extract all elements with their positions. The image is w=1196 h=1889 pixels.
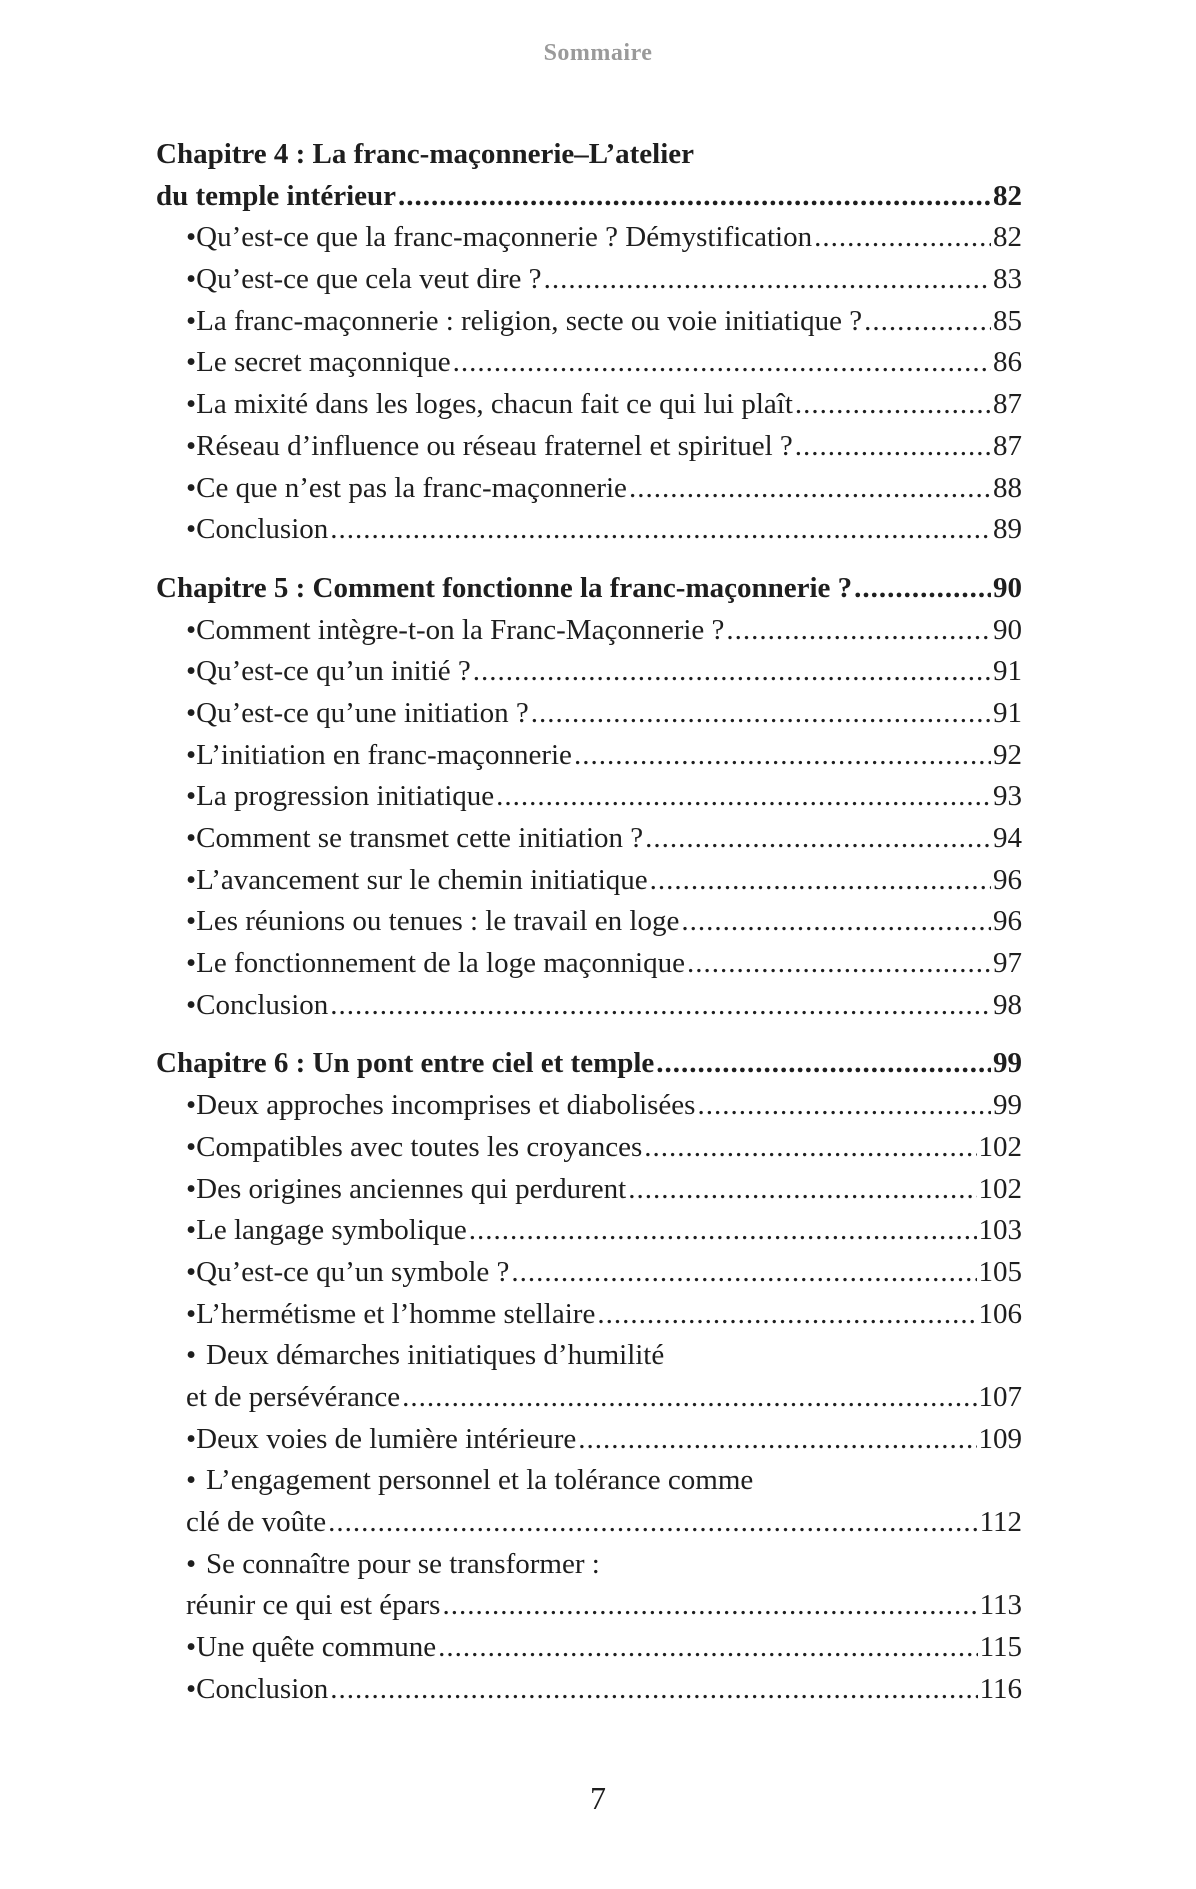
toc-item [156, 1294, 1022, 1336]
toc-page-number: 115 [979, 1631, 1022, 1664]
dot-leader [628, 1169, 976, 1211]
toc-item [156, 384, 1022, 426]
toc-entry-title: Se connaître pour se transformer : [206, 1547, 600, 1580]
dot-leader [814, 217, 991, 259]
toc-page-number: 116 [979, 1672, 1022, 1705]
toc-page-number: 94 [993, 822, 1022, 854]
toc-page-number: 82 [993, 221, 1022, 254]
bullet-icon: • [186, 304, 197, 337]
chapter-section [156, 568, 1022, 1027]
chapter-heading [156, 134, 1022, 176]
toc-entry-title: Deux démarches initiatiques d’humilité [206, 1339, 665, 1372]
toc-entry-title: Compatibles avec toutes les croyances [196, 1130, 643, 1163]
dot-leader [438, 1627, 977, 1669]
bullet-icon: • [186, 863, 197, 896]
toc-entry-title: Chapitre 5 : Comment fonctionne la franc-maçonnerie ? [156, 571, 853, 604]
toc-entry-title: La progression initiatique [196, 780, 495, 813]
dot-leader [864, 301, 991, 343]
toc-item [156, 776, 1022, 818]
toc-item [156, 693, 1022, 735]
toc-page-number: 85 [993, 304, 1022, 337]
dot-leader [795, 384, 991, 426]
dot-leader [544, 259, 991, 301]
toc-page-number: 90 [993, 571, 1022, 604]
bullet-icon: • [186, 388, 197, 421]
bullet-icon: • [186, 221, 197, 254]
toc-item [156, 217, 1022, 259]
dot-leader [645, 818, 991, 860]
dot-leader [644, 1127, 976, 1169]
toc-page-number: 102 [978, 1172, 1022, 1205]
toc-entry-title: Qu’est-ce qu’un symbole ? [196, 1255, 510, 1288]
toc-item [156, 901, 1022, 943]
dot-leader [629, 468, 991, 510]
toc-entry-title: Qu’est-ce qu’une initiation ? [196, 696, 529, 729]
toc-entry-title: Réseau d’influence ou réseau fraternel et spirituel ? [196, 429, 793, 462]
toc-item [156, 1627, 1022, 1669]
toc-item [156, 509, 1022, 551]
toc-item [156, 1335, 1022, 1377]
bullet-icon: • [186, 1130, 197, 1163]
toc-item [156, 1585, 1022, 1627]
toc-entry-title: Ce que n’est pas la franc-maçonnerie [196, 471, 627, 504]
dot-leader [656, 1043, 991, 1085]
toc-entry-title: Qu’est-ce qu’un initié ? [196, 655, 471, 688]
toc-entry-title: Chapitre 4 : La franc-maçonnerie–L’atelier [156, 138, 695, 170]
bullet-icon: • [186, 1089, 197, 1122]
toc-page-number: 89 [993, 513, 1022, 546]
toc-entry-title: Qu’est-ce que cela veut dire ? [196, 263, 542, 296]
toc-entry-title: Deux voies de lumière intérieure [196, 1422, 577, 1455]
toc-item [156, 426, 1022, 468]
bullet-icon: • [186, 471, 197, 504]
toc-entry-title: réunir ce qui est épars [186, 1589, 441, 1622]
toc-item [156, 1127, 1022, 1169]
toc-entry-title: Les réunions ou tenues : le travail en loge [196, 905, 680, 938]
toc-item [156, 818, 1022, 860]
toc-page-number: 93 [993, 780, 1022, 813]
toc-item [156, 985, 1022, 1027]
toc-entry-title: Une quête commune [196, 1631, 437, 1664]
toc-item [156, 1252, 1022, 1294]
dot-leader [496, 776, 991, 818]
toc-page-number: 107 [978, 1380, 1022, 1413]
toc-item [156, 1085, 1022, 1127]
bullet-icon: • [186, 822, 197, 854]
toc-item [156, 468, 1022, 510]
toc-entry-title: Comment intègre-t-on la Franc-Maçonnerie ? [196, 613, 725, 646]
toc-item [156, 860, 1022, 902]
toc-item [156, 342, 1022, 384]
dot-leader [330, 1669, 977, 1711]
bullet-icon: • [186, 780, 197, 813]
bullet-icon: • [186, 613, 197, 646]
bullet-icon: • [186, 1297, 197, 1330]
toc-item [156, 735, 1022, 777]
toc-entry-title: Comment se transmet cette initiation ? [196, 822, 644, 854]
bullet-icon: • [186, 988, 197, 1021]
toc-page-number: 99 [993, 1089, 1022, 1122]
bullet-icon: • [186, 263, 197, 296]
dot-leader [574, 735, 991, 777]
toc-item [156, 651, 1022, 693]
bullet-icon: • [186, 905, 197, 938]
toc-entry-title: Deux approches incomprises et diabolisées [196, 1089, 696, 1122]
toc-item [156, 259, 1022, 301]
toc-page-number: 91 [993, 655, 1022, 688]
bullet-icon: • [186, 738, 197, 771]
toc-item [156, 1460, 1022, 1502]
dot-leader [681, 901, 991, 943]
toc-entry-title: Le fonctionnement de la loge maçonnique [196, 947, 685, 980]
bullet-icon: • [186, 1631, 197, 1664]
dot-leader [473, 651, 991, 693]
toc-page-number: 87 [993, 388, 1022, 421]
bullet-icon: • [186, 1547, 197, 1580]
toc-entry-title: Chapitre 6 : Un pont entre ciel et temple [156, 1047, 655, 1080]
toc-entry-title: du temple intérieur [156, 179, 397, 212]
toc-page-number: 109 [978, 1422, 1022, 1455]
dot-leader [578, 1419, 976, 1461]
toc-page-number: 112 [979, 1506, 1022, 1538]
toc-page-number: 87 [993, 429, 1022, 462]
bullet-icon: • [186, 696, 197, 729]
toc-entry-title: Conclusion [196, 1672, 329, 1705]
toc-page-number: 102 [978, 1130, 1022, 1163]
bullet-icon: • [186, 947, 197, 980]
toc-item [156, 1169, 1022, 1211]
toc-entry-title: Le langage symbolique [196, 1214, 467, 1247]
toc-entry-title: L’avancement sur le chemin initiatique [196, 863, 648, 896]
toc-entry-title: La mixité dans les loges, chacun fait ce qui lui plaît [196, 388, 793, 421]
chapter-section [156, 134, 1022, 551]
chapter-heading [156, 176, 1022, 218]
toc-entry-title: L’initiation en franc-maçonnerie [196, 738, 572, 771]
bullet-icon: • [186, 1422, 197, 1455]
dot-leader [854, 568, 991, 610]
toc-item [156, 610, 1022, 652]
toc-item [156, 1544, 1022, 1586]
toc-page-number: 103 [978, 1214, 1022, 1247]
toc-item [156, 301, 1022, 343]
bullet-icon: • [186, 1214, 197, 1247]
toc-page-number: 99 [993, 1047, 1022, 1080]
dot-leader [795, 426, 991, 468]
toc-page-number: 98 [993, 988, 1022, 1021]
toc-entry-title: L’engagement personnel et la tolérance comme [206, 1464, 754, 1497]
toc-page-number: 105 [978, 1255, 1022, 1288]
dot-leader [597, 1294, 976, 1336]
running-head: Sommaire [543, 40, 653, 66]
dot-leader [687, 943, 991, 985]
toc-item [156, 1419, 1022, 1461]
toc-page-number: 97 [993, 947, 1022, 980]
toc-item [156, 1669, 1022, 1711]
bullet-icon: • [186, 1464, 197, 1497]
dot-leader [511, 1252, 976, 1294]
toc-item [156, 1210, 1022, 1252]
toc-page-number: 83 [993, 263, 1022, 296]
toc-entry-title: Le secret maçonnique [196, 346, 451, 379]
toc-page-number: 82 [993, 179, 1022, 212]
chapter-section [156, 1043, 1022, 1710]
bullet-icon: • [186, 1255, 197, 1288]
toc-entry-title: Conclusion [196, 988, 329, 1021]
bullet-icon: • [186, 1339, 197, 1372]
toc-entry-title: Conclusion [196, 513, 329, 546]
toc-page-number: 91 [993, 696, 1022, 729]
bullet-icon: • [186, 1672, 197, 1705]
bullet-icon: • [186, 1172, 197, 1205]
toc-page-number: 88 [993, 471, 1022, 504]
bullet-icon: • [186, 429, 197, 462]
toc-page-number: 86 [993, 346, 1022, 379]
dot-leader [328, 1502, 977, 1544]
toc-page-number: 92 [993, 738, 1022, 771]
toc-item [156, 1502, 1022, 1544]
dot-leader [442, 1585, 977, 1627]
dot-leader [453, 342, 991, 384]
dot-leader [402, 1377, 976, 1419]
table-of-contents [156, 134, 1022, 1710]
toc-page-number: 90 [993, 613, 1022, 646]
dot-leader [650, 860, 991, 902]
toc-item [156, 943, 1022, 985]
bullet-icon: • [186, 655, 197, 688]
toc-entry-title: clé de voûte [186, 1506, 327, 1538]
dot-leader [330, 985, 991, 1027]
toc-entry-title: Des origines anciennes qui perdurent [196, 1172, 627, 1205]
dot-leader [697, 1085, 991, 1127]
chapter-heading [156, 1043, 1022, 1085]
toc-entry-title: et de persévérance [186, 1380, 401, 1413]
dot-leader [531, 693, 991, 735]
toc-page-number: 113 [979, 1589, 1022, 1622]
toc-page-number: 96 [993, 905, 1022, 938]
toc-page-number: 96 [993, 863, 1022, 896]
chapter-heading [156, 568, 1022, 610]
toc-entry-title: Qu’est-ce que la franc-maçonnerie ? Démystification [196, 221, 813, 254]
toc-item [156, 1377, 1022, 1419]
bullet-icon: • [186, 346, 197, 379]
dot-leader [330, 509, 991, 551]
toc-entry-title: La franc-maçonnerie : religion, secte ou voie initiatique ? [196, 304, 863, 337]
dot-leader [398, 176, 991, 218]
toc-entry-title: L’hermétisme et l’homme stellaire [196, 1297, 596, 1330]
dot-leader [469, 1210, 977, 1252]
dot-leader [726, 610, 991, 652]
toc-page-number: 106 [978, 1297, 1022, 1330]
page-number: 7 [590, 1780, 606, 1816]
bullet-icon: • [186, 513, 197, 546]
